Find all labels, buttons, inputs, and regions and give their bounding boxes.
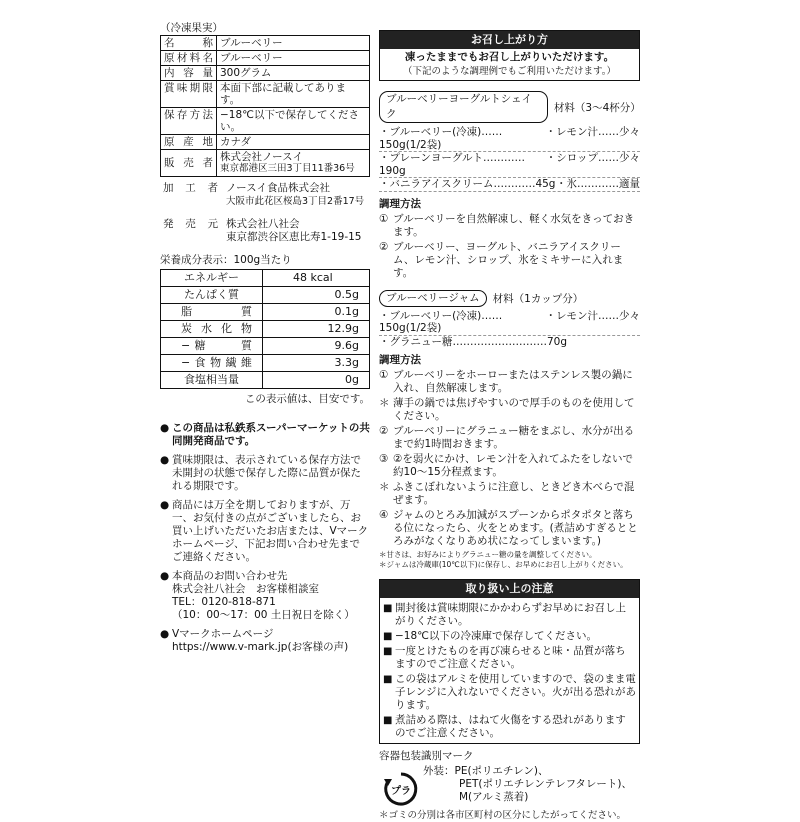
shake-amount: 材料（3〜4杯分） [553,101,641,114]
table-row: 保存方法 −18℃以下で保存してください。 [161,108,370,135]
square-bullet-icon: ■ [383,715,393,726]
list-item: ● 本商品のお問い合わせ先 株式会社八社会 お客様相談室 TEL：0120-818-871 （10：00〜17：00 土日祝日を除く） [160,570,355,621]
list-item: ● この商品は私鉄系スーパーマーケットの共同開発商品です。 [160,422,370,447]
packaging-line: M(アルミ蒸着) [459,791,529,803]
caution-box [379,579,640,744]
shake-ingredients [379,126,640,192]
square-bullet-icon: ■ [383,646,393,657]
nutrition-table [160,269,370,389]
list-item: ② ブルーベリーにグラニュー糖をまぶし、水分が出るまで約1時間おきます。 [379,425,635,450]
right-column [379,30,640,822]
packaging-title: 容器包装識別マーク [379,750,474,762]
list-item: ＊ ふきこぼれないように注意し、ときどき木べらで混ぜます。 [379,481,635,506]
nutrition-title: 栄養成分表示：100g当たり [160,254,292,266]
serving-sub: （下記のような調理例でもご利用いただけます。） [403,66,616,77]
table-row: 脂 質 0.1g [161,304,370,321]
bullet-icon: ● [160,628,170,640]
packaging-note: ＊ゴミの分別は各市区町村の区分にしたがってください。 [379,810,627,821]
product-category: （冷凍果実） [160,22,223,34]
square-bullet-icon: ■ [383,631,393,642]
bullet-icon: ● [160,454,170,466]
list-item: ● Vマークホームページ https://www.v-mark.jp(お客様の声) [160,628,349,653]
table-row: 原 産 地 カナダ [161,135,370,150]
recycle-mark-icon [383,771,419,807]
shake-header [379,91,640,123]
packaging-line: PET(ポリエチレンテレフタレート)、 [459,778,632,790]
table-row: 賞味期限 本面下部に記載してあります。 [161,81,370,108]
processor: 加 工 者 ノースイ食品株式会社 大阪市此花区桜島3丁目2番17号 [163,182,365,207]
info-bullets [160,422,370,654]
list-item: ④ ジャムのとろみ加減がスプーンからポタポタと落ちる位になったら、火をとめます。(煮詰めすぎるととろみがなくなりあめ状になってしまいます。) [379,509,638,547]
list-item: ● 賞味期限は、表示されている保存方法で未開封の状態で保存した際に品質が保たれる期限です。 [160,454,361,492]
table-row: −糖 質 9.6g [161,338,370,355]
serving-box [379,30,640,81]
table-row: エネルギー 48 kcal [161,270,370,287]
jam-header [379,290,640,307]
shake-method-title: 調理方法 [379,197,421,210]
table-row: 販 売 者 株式会社ノースイ 東京都港区三田3丁目11番36号 [161,150,370,177]
square-bullet-icon: ■ [383,603,393,614]
table-row: たんぱく質 0.5g [161,287,370,304]
list-item: ・ブルーベリー(冷凍)……150g(1/2袋) ・レモン汁……少々 [379,309,640,334]
bullet-icon: ● [160,422,170,434]
list-item: ・プレーンヨーグルト…………190g ・シロップ……少々 [379,152,640,177]
table-row: 炭水化物 12.9g [161,321,370,338]
jam-ingredients [379,310,640,349]
table-row: 内 容 量 300グラム [161,66,370,81]
list-item: ③ ②を弱火にかけ、レモン汁を入れてふたをしないで約10〜15分程煮ます。 [379,453,633,478]
packaging-section [379,750,640,822]
shake-name: ブルーベリーヨーグルトシェイク [379,91,548,123]
list-item: ・ブルーベリー(冷凍)……150g(1/2袋) ・レモン汁……少々 [379,126,640,151]
product-info-table [160,35,370,177]
list-item: ■ 煮詰める際は、はねて火傷をする恐れがありますのでご注意ください。 [383,714,626,739]
square-bullet-icon: ■ [383,674,393,685]
list-item: ■ この袋はアルミを使用していますので、袋のまま電子レンジに入れないでください。火が出る恐れがあります。 [383,673,636,711]
list-item: ② ブルーベリー、ヨーグルト、バニラアイスクリーム、レモン汁、シロップ、氷をミキサーに入れます。 [379,240,624,279]
recycle-mark-label: プラ [391,786,411,797]
table-row: 名 称 ブルーベリー [161,36,370,51]
jam-amount: 材料（1カップ分） [492,292,584,305]
list-item: ・バニラアイスクリーム…………45g ・氷…………適量 [379,178,640,190]
distributor: 発 売 元 株式会社八社会 東京都渋谷区恵比寿1-19-15 [163,218,362,243]
serving-title: お召し上がり方 [380,31,639,49]
list-item: ■ 開封後は賞味期限にかかわらずお早めにお召し上がりください。 [383,602,626,627]
table-row: 食塩相当量 0g [161,372,370,389]
list-item: ① ブルーベリーを自然解凍し、軽く水気をきっておきます。 [379,212,635,238]
list-item: ■ 一度とけたものを再び凍らせると味・品質が落ちますのでご注意ください。 [383,645,626,670]
list-item: ● 商品には万全を期しておりますが、万一、お気付きの点がございましたら、お買い上げいただいたお店または、Vマークホームページ、下記お問い合わせ先までご連絡ください。 [160,499,369,563]
serving-text: 凍ったままでもお召し上がりいただけます。 [404,51,615,63]
jam-name: ブルーベリージャム [379,290,487,307]
bullet-icon: ● [160,499,170,511]
bullet-icon: ● [160,570,170,582]
list-item: ・グラニュー糖………………………70g [379,335,568,348]
list-item: ＊ 薄手の鍋では焦げやすいので厚手のものを使用してください。 [379,397,635,422]
list-item: ■ −18℃以下の冷凍庫で保存してください。 [383,630,597,642]
jam-footnote: ＊ジャムは冷蔵庫(10℃以下)に保存し、お早めにお召し上がりください。 [379,559,628,569]
jam-footnote: ＊甘さは、お好みによりグラニュー糖の量を調整してください。 [379,550,597,559]
nutrition-note: この表示値は、目安です。 [244,393,370,405]
jam-method-title: 調理方法 [379,354,421,366]
list-item: ① ブルーベリーをホーローまたはステンレス製の鍋に入れ、自然解凍します。 [379,369,633,394]
left-column [160,22,370,654]
table-row: −食物繊維 3.3g [161,355,370,372]
table-row: 原材料名 ブルーベリー [161,51,370,66]
packaging-line: 外装：PE(ポリエチレン)、 [423,765,549,777]
caution-title: 取り扱い上の注意 [380,580,639,598]
